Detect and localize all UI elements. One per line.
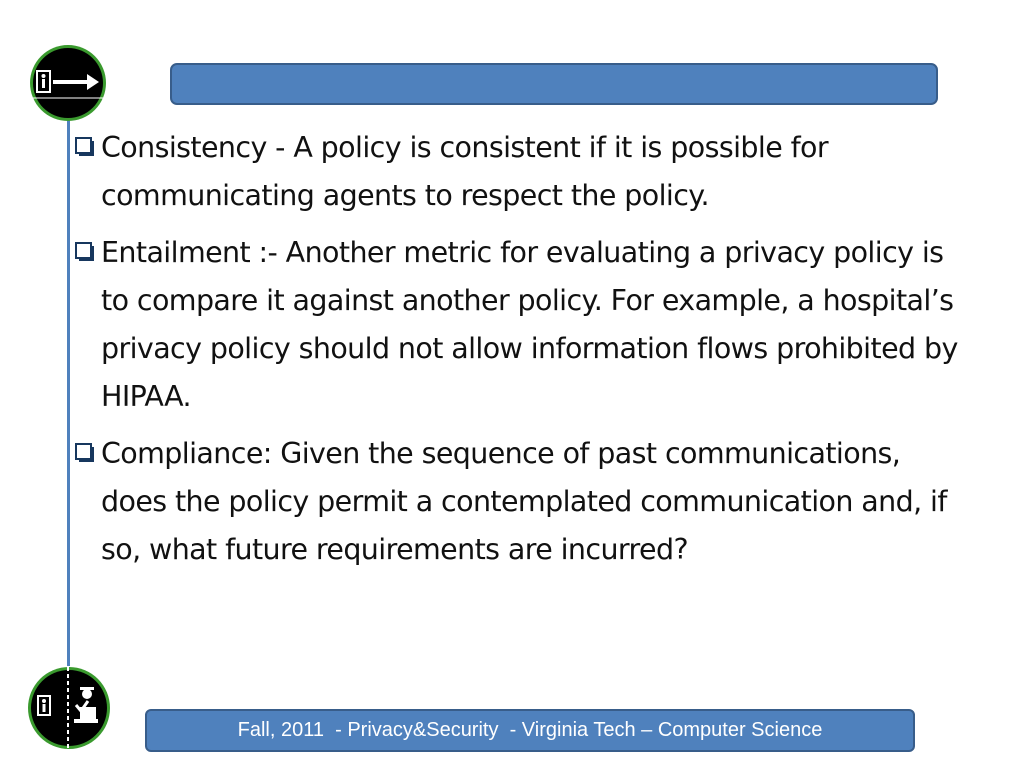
bullet-text: Entailment :- Another metric for evaluating a privacy policy is to compare it against another policy. For example, a hospital’s privacy policy should not allow information flows prohibited by HIPAA. [101,236,958,413]
bullet-text: Compliance: Given the sequence of past communications, does the policy permit a contemplated communication and, if so, what future requirements are incurred? [101,437,947,566]
bullet-list [70,124,970,583]
bullet-item [70,229,970,421]
footer-bar [145,709,915,752]
exit-door-arrow-icon [27,42,109,124]
title-bar [170,63,938,105]
bullet-item [70,430,970,574]
hollow-square-bullet-icon [75,242,95,262]
hollow-square-bullet-icon [75,137,95,157]
footer-text: Fall, 2011 - Privacy&Security - Virginia Tech – Computer Science [237,719,823,741]
hollow-square-bullet-icon [75,443,95,463]
security-checkpoint-icon [24,663,114,753]
bullet-text: Consistency - A policy is consistent if it is possible for communicating agents to respect the policy. [101,131,828,212]
bullet-item [70,124,970,220]
